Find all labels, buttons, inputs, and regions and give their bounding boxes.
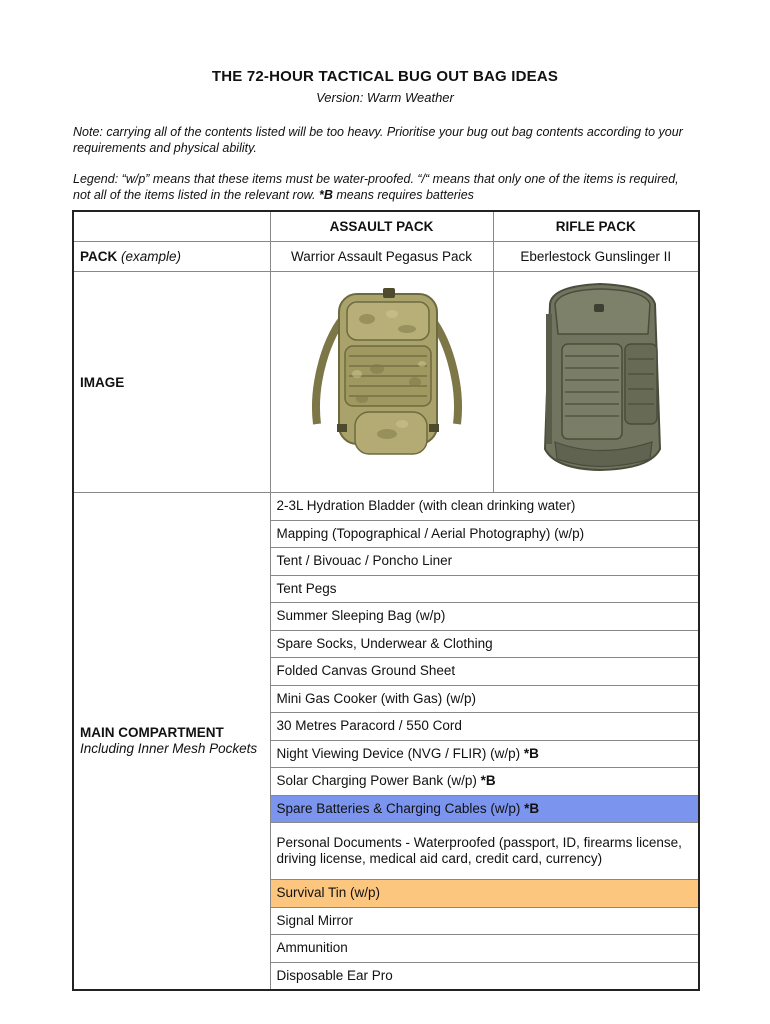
rifle-pack-name: Eberlestock Gunslinger II bbox=[493, 242, 699, 272]
pack-row-label bbox=[73, 242, 270, 272]
document-subtitle: Version: Warm Weather bbox=[316, 90, 454, 105]
legend-text: Legend: “w/p” means that these items must be water-proofed. “/“ means that only one of the items is required, not all of the items listed in the relevant row. bbox=[73, 172, 679, 202]
list-item: Folded Canvas Ground Sheet bbox=[270, 658, 699, 686]
list-item: Summer Sleeping Bag (w/p) bbox=[270, 603, 699, 631]
list-item: Signal Mirror bbox=[270, 907, 699, 935]
list-item: Disposable Ear Pro bbox=[270, 962, 699, 990]
list-item: Spare Socks, Underwear & Clothing bbox=[270, 630, 699, 658]
table-header-row bbox=[73, 211, 699, 242]
assault-pack-name: Warrior Assault Pegasus Pack bbox=[270, 242, 493, 272]
list-item: Personal Documents - Waterproofed (passport, ID, firearms license, driving license, medical aid card, credit card, currency) bbox=[270, 823, 699, 880]
list-item: Ammunition bbox=[270, 935, 699, 963]
list-item: Night Viewing Device (NVG / FLIR) (w/p) *B bbox=[270, 740, 699, 768]
main-compartment-sub: Including Inner Mesh Pockets bbox=[80, 741, 258, 756]
list-item: Tent Pegs bbox=[270, 575, 699, 603]
pack-label: PACK bbox=[80, 249, 118, 264]
legend-tail: means requires batteries bbox=[332, 188, 474, 202]
legend-paragraph bbox=[73, 171, 693, 203]
list-item: Tent / Bivouac / Poncho Liner bbox=[270, 548, 699, 576]
image-row bbox=[73, 272, 699, 493]
rifle-pack-image-cell bbox=[493, 272, 699, 493]
table-row bbox=[73, 493, 699, 521]
bug-out-bag-table bbox=[72, 210, 700, 991]
main-compartment-label: MAIN COMPARTMENT bbox=[80, 725, 224, 740]
list-item: Spare Batteries & Charging Cables (w/p) *B bbox=[270, 795, 699, 823]
list-item: Mini Gas Cooker (with Gas) (w/p) bbox=[270, 685, 699, 713]
note-paragraph: Note: carrying all of the contents listed will be too heavy. Prioritise your bug out bag contents according to your requirements and physical ability. bbox=[73, 125, 683, 155]
assault-pack-header: ASSAULT PACK bbox=[270, 211, 493, 242]
pack-label-note: (example) bbox=[121, 249, 182, 264]
list-item: 2-3L Hydration Bladder (with clean drinking water) bbox=[270, 493, 699, 521]
rifle-pack-header: RIFLE PACK bbox=[493, 211, 699, 242]
image-row-label: IMAGE bbox=[73, 272, 270, 493]
main-compartment-label-cell bbox=[73, 493, 270, 991]
rifle-pack-image bbox=[500, 274, 700, 490]
document-title: THE 72-HOUR TACTICAL BUG OUT BAG IDEAS bbox=[211, 68, 559, 85]
empty-header-cell bbox=[73, 211, 270, 242]
list-item: Solar Charging Power Bank (w/p) *B bbox=[270, 768, 699, 796]
assault-pack-image bbox=[277, 274, 494, 490]
pack-row bbox=[73, 242, 699, 272]
list-item: Survival Tin (w/p) bbox=[270, 880, 699, 908]
list-item: Mapping (Topographical / Aerial Photography) (w/p) bbox=[270, 520, 699, 548]
legend-battery-code: *B bbox=[318, 188, 333, 202]
assault-pack-image-cell bbox=[270, 272, 493, 493]
list-item: 30 Metres Paracord / 550 Cord bbox=[270, 713, 699, 741]
